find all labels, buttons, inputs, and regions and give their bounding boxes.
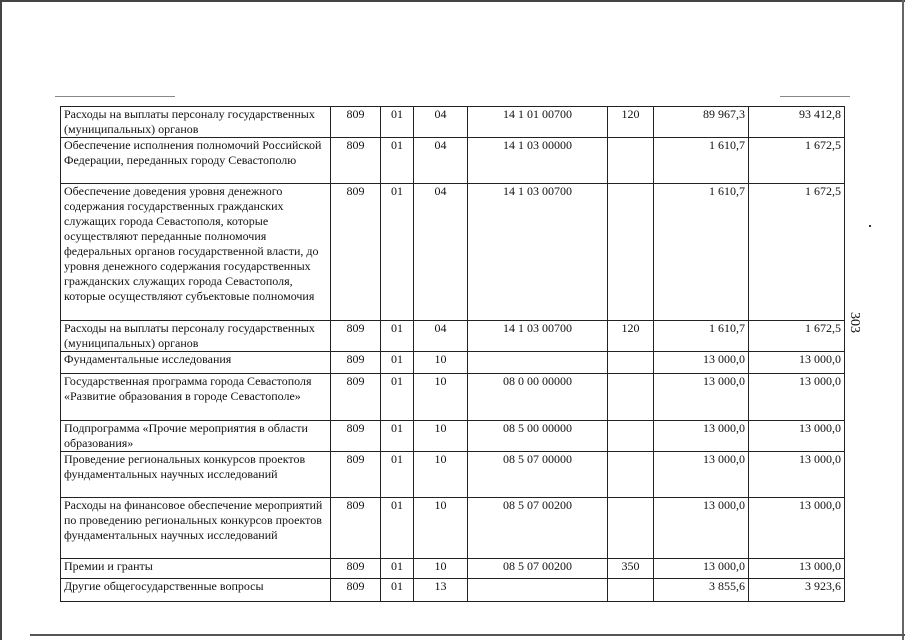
subsection-code: 13: [414, 579, 468, 602]
section-code: 01: [381, 321, 414, 352]
row-name: Расходы на выплаты персоналу государственных (муниципальных) органов: [61, 321, 331, 352]
row-name: Обеспечение доведения уровня денежного содержания государственных гражданских служащих города Севастополя, которые осуществляют переданные полномочия федеральных органов государственной власти, до уровня денежного содержания государственных гражданских служащих города Севастополя, которые осуществляют субъектовые полномочия: [61, 184, 331, 321]
scan-mark: [55, 96, 175, 97]
page-edge-bottom: [30, 634, 905, 636]
amount-year-2: 13 000,0: [749, 452, 845, 498]
section-code: 01: [381, 138, 414, 184]
subsection-code: 04: [414, 138, 468, 184]
subsection-code: 10: [414, 374, 468, 421]
expense-type-code: [608, 452, 654, 498]
scan-dot: [869, 225, 871, 227]
amount-year-1: 1 610,7: [654, 138, 749, 184]
section-code: 01: [381, 559, 414, 579]
amount-year-2: 1 672,5: [749, 138, 845, 184]
amount-year-2: 93 412,8: [749, 107, 845, 138]
expense-type-code: [608, 352, 654, 374]
table-row: [61, 559, 845, 579]
target-article-code: 08 5 00 00000: [468, 421, 608, 452]
ministry-code: 809: [331, 452, 381, 498]
amount-year-1: 13 000,0: [654, 374, 749, 421]
expense-type-code: [608, 498, 654, 559]
amount-year-2: 13 000,0: [749, 421, 845, 452]
subsection-code: 04: [414, 184, 468, 321]
ministry-code: 809: [331, 107, 381, 138]
table-row: [61, 352, 845, 374]
subsection-code: 04: [414, 321, 468, 352]
expense-type-code: 120: [608, 107, 654, 138]
scan-mark: [780, 96, 850, 97]
amount-year-1: 13 000,0: [654, 352, 749, 374]
table-row: [61, 107, 845, 138]
amount-year-1: 13 000,0: [654, 498, 749, 559]
target-article-code: 14 1 03 00000: [468, 138, 608, 184]
expense-type-code: [608, 184, 654, 321]
amount-year-1: 3 855,6: [654, 579, 749, 602]
section-code: 01: [381, 374, 414, 421]
page-edge-left: [0, 0, 2, 640]
ministry-code: 809: [331, 138, 381, 184]
row-name: Расходы на финансовое обеспечение мероприятий по проведению региональных конкурсов проектов фундаментальных научных исследований: [61, 498, 331, 559]
target-article-code: 08 5 07 00200: [468, 498, 608, 559]
expense-type-code: [608, 138, 654, 184]
target-article-code: 14 1 01 00700: [468, 107, 608, 138]
row-name: Подпрограмма «Прочие мероприятия в области образования»: [61, 421, 331, 452]
budget-table: [60, 106, 845, 602]
amount-year-1: 13 000,0: [654, 559, 749, 579]
page-number: 303: [847, 312, 862, 333]
amount-year-1: 1 610,7: [654, 184, 749, 321]
amount-year-2: 3 923,6: [749, 579, 845, 602]
table-row: [61, 579, 845, 602]
target-article-code: 08 5 07 00200: [468, 559, 608, 579]
amount-year-1: 1 610,7: [654, 321, 749, 352]
ministry-code: 809: [331, 184, 381, 321]
row-name: Обеспечение исполнения полномочий Российской Федерации, переданных городу Севастополю: [61, 138, 331, 184]
row-name: Премии и гранты: [61, 559, 331, 579]
amount-year-2: 1 672,5: [749, 184, 845, 321]
ministry-code: 809: [331, 421, 381, 452]
table-row: [61, 321, 845, 352]
row-name: Расходы на выплаты персоналу государственных (муниципальных) органов: [61, 107, 331, 138]
section-code: 01: [381, 421, 414, 452]
expense-type-code: [608, 374, 654, 421]
ministry-code: 809: [331, 559, 381, 579]
expense-type-code: [608, 421, 654, 452]
section-code: 01: [381, 579, 414, 602]
target-article-code: 08 0 00 00000: [468, 374, 608, 421]
row-name: Проведение региональных конкурсов проектов фундаментальных научных исследований: [61, 452, 331, 498]
target-article-code: 08 5 07 00000: [468, 452, 608, 498]
amount-year-1: 13 000,0: [654, 421, 749, 452]
expense-type-code: [608, 579, 654, 602]
amount-year-1: 13 000,0: [654, 452, 749, 498]
amount-year-1: 89 967,3: [654, 107, 749, 138]
ministry-code: 809: [331, 374, 381, 421]
table-row: [61, 421, 845, 452]
page-edge-right: [902, 0, 904, 640]
ministry-code: 809: [331, 352, 381, 374]
page-edge-top: [0, 0, 905, 2]
section-code: 01: [381, 184, 414, 321]
row-name: Другие общегосударственные вопросы: [61, 579, 331, 602]
table-row: [61, 138, 845, 184]
section-code: 01: [381, 498, 414, 559]
expense-type-code: 350: [608, 559, 654, 579]
amount-year-2: 13 000,0: [749, 559, 845, 579]
amount-year-2: 13 000,0: [749, 374, 845, 421]
table-row: [61, 374, 845, 421]
table-row: [61, 452, 845, 498]
target-article-code: 14 1 03 00700: [468, 184, 608, 321]
subsection-code: 04: [414, 107, 468, 138]
subsection-code: 10: [414, 498, 468, 559]
subsection-code: 10: [414, 452, 468, 498]
expense-type-code: 120: [608, 321, 654, 352]
target-article-code: [468, 579, 608, 602]
section-code: 01: [381, 352, 414, 374]
row-name: Фундаментальные исследования: [61, 352, 331, 374]
amount-year-2: 13 000,0: [749, 498, 845, 559]
section-code: 01: [381, 452, 414, 498]
row-name: Государственная программа города Севастополя «Развитие образования в городе Севастополе»: [61, 374, 331, 421]
target-article-code: [468, 352, 608, 374]
subsection-code: 10: [414, 559, 468, 579]
subsection-code: 10: [414, 421, 468, 452]
ministry-code: 809: [331, 498, 381, 559]
target-article-code: 14 1 03 00700: [468, 321, 608, 352]
ministry-code: 809: [331, 321, 381, 352]
amount-year-2: 1 672,5: [749, 321, 845, 352]
amount-year-2: 13 000,0: [749, 352, 845, 374]
ministry-code: 809: [331, 579, 381, 602]
section-code: 01: [381, 107, 414, 138]
table-row: [61, 498, 845, 559]
subsection-code: 10: [414, 352, 468, 374]
table-row: [61, 184, 845, 321]
